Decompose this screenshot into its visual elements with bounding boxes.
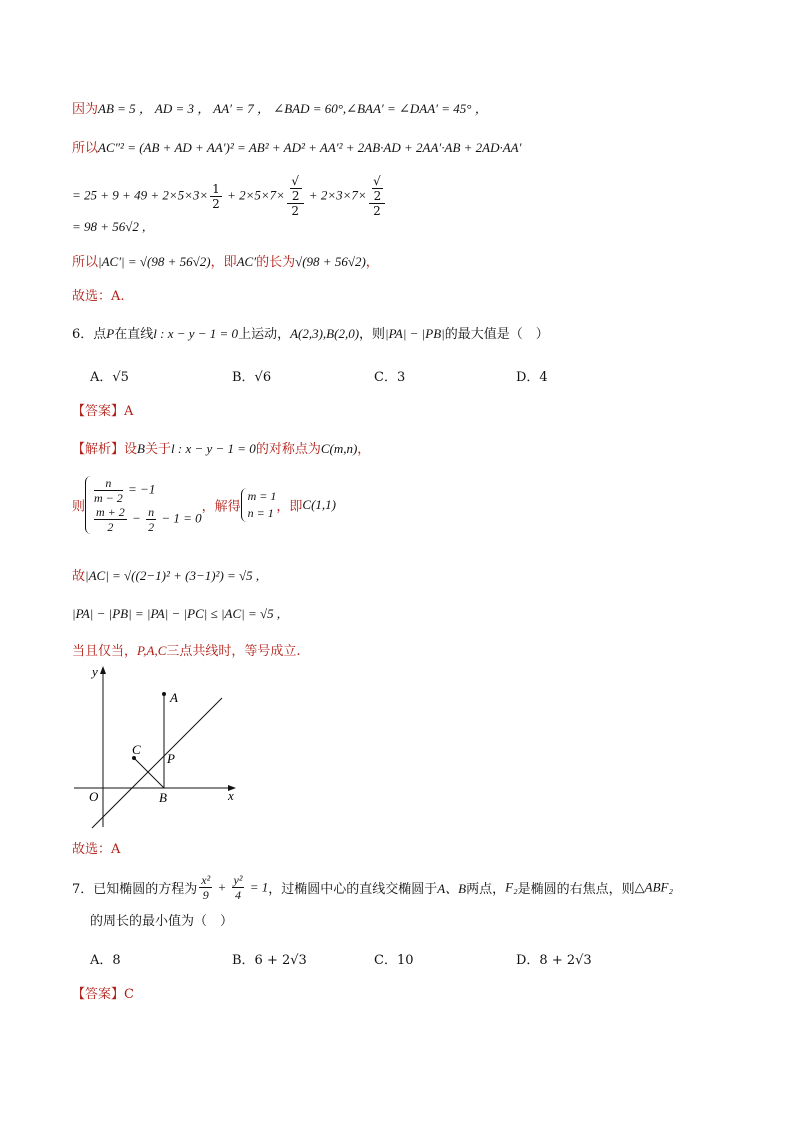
q7-f2: F₂ <box>505 879 518 895</box>
q6-equation-system <box>85 476 202 534</box>
q6-answer-label: 【答案】 <box>72 404 125 419</box>
label-c: C <box>132 742 141 757</box>
segment-bc <box>134 758 164 788</box>
sys1-r2-num1: m + 2 <box>96 505 125 519</box>
sol5-therefore: 所以 <box>72 141 99 156</box>
x-axis-label: x <box>228 788 234 803</box>
q7-option-b: B．6 + 2√3 <box>232 953 307 968</box>
q6-hence: 故 <box>72 569 86 584</box>
label-a: A <box>170 690 178 705</box>
sol5-comma: ， <box>365 255 379 270</box>
q7-stem-d: 是椭圆的右焦点，则 <box>517 882 635 897</box>
q6-analysis-system <box>72 476 336 534</box>
q7-frac1-den: 9 <box>202 888 209 902</box>
q6-a1-b-point: B <box>137 441 145 456</box>
q6-analysis-line1 <box>72 439 370 460</box>
q7-answer-label: 【答案】 <box>72 987 125 1002</box>
q6-stem-b: 在直线 <box>114 327 154 342</box>
q6-a5-a: 当且仅当， <box>72 644 138 659</box>
q6-a1-d: ， <box>357 442 371 457</box>
sol5-numeric-mid1: + 2×5×7× <box>223 187 285 203</box>
sol5-result-line: = 98 + 56√2 , <box>72 219 146 234</box>
q7-answer-value: C <box>124 987 134 1002</box>
q6-ac-expr: |AC| = √((2−1)² + (3−1)²) = √5 , <box>85 568 260 583</box>
q6-a1-c-point: C(m,n) <box>320 441 358 456</box>
coordinate-figure <box>70 662 250 834</box>
q6-analysis-equality <box>72 641 301 662</box>
q6-a1-b: 关于 <box>144 442 171 457</box>
y-axis-label: y <box>92 664 98 679</box>
sol5-given-values: AB = 5 ， AD = 3 ， AA′ = 7 ， ∠BAD = 60°,∠BAA′ = ∠DAA′ = 45° ， <box>98 101 488 116</box>
sol5-numeric-mid2: + 2×3×7× <box>305 187 367 203</box>
sol5-vector-square-expr: AC″² = (AB + AD + AA′)² = AB² + AD² + AA′² + 2AB·AD + 2AA′·AB + 2AD·AA′ <box>98 140 522 155</box>
sys1-r2-rhs: − 1 = 0 <box>158 510 202 526</box>
q7-stem-c: 两点， <box>466 882 506 897</box>
sys1-r2-num2: n <box>148 505 155 519</box>
label-b: B <box>159 790 167 805</box>
sol5-line-length <box>72 252 379 273</box>
sys1-r1-rhs: = −1 <box>124 481 156 497</box>
q7-frac1-num: x² <box>201 873 211 887</box>
q6-analysis-inequality: |PA| − |PB| = |PA| − |PC| ≤ |AC| = √5 , <box>72 606 281 621</box>
q6-answer <box>72 402 133 422</box>
q6-option-b: B．√6 <box>232 370 272 385</box>
q6-a1-c: 的对称点为 <box>255 442 321 457</box>
q7-option-c: C．10 <box>374 953 414 968</box>
sol5-line-square-expansion <box>72 138 521 159</box>
q6-analysis-label: 【解析】 <box>72 442 125 457</box>
sys2-r2: n = 1 <box>247 506 274 520</box>
sol5-because: 因为 <box>72 102 99 117</box>
q6-stem-c: 上运动， <box>238 327 291 342</box>
fraction-root2-over-2: √ 2 2 <box>287 174 304 218</box>
q6-expr: |PA| − |PB| <box>385 326 445 341</box>
q7-frac-x <box>199 873 212 902</box>
q6-a1-line: l : x − y − 1 = 0 <box>171 441 256 456</box>
q7-points-ab: A、B <box>437 881 467 896</box>
q7-plus: + <box>214 879 230 895</box>
q7-stem-b: ，过椭圆中心的直线交椭圆于 <box>268 882 438 897</box>
origin-label: O <box>89 789 99 804</box>
q6-stem-a: 6．点 <box>72 327 107 342</box>
q7-frac2-num: y² <box>233 873 243 887</box>
q6-analysis-ac <box>72 566 259 587</box>
fraction-one-half: $\frac{1}{2}$ <box>212 181 220 211</box>
q6-line-eq: l : x − y − 1 = 0 <box>153 326 239 341</box>
q6-then: 则 <box>72 499 86 515</box>
q6-select: 故选：A <box>72 842 121 857</box>
sol5-ie: ，即 <box>210 255 237 270</box>
sol5-abs-ac: |AC′| = √(98 + 56√2) <box>98 254 211 269</box>
sol5-line-given <box>72 99 488 120</box>
sol5-therefore-2: 所以 <box>72 255 99 270</box>
q7-frac2-den: 4 <box>234 888 241 902</box>
q6-stem-e: 的最大值是（ ） <box>444 327 549 342</box>
q6-option-d: D．4 <box>516 370 548 385</box>
q7-answer <box>72 985 134 1005</box>
q6-stem <box>72 324 549 345</box>
q7-stem-cont: 的周长的最小值为（ ） <box>90 914 234 929</box>
q7-option-a: A．8 <box>90 953 121 968</box>
sys2-r1: m = 1 <box>247 489 277 503</box>
q7-option-d: D．8 + 2√3 <box>516 953 592 968</box>
q6-points: A(2,3),B(2,0) <box>290 326 360 341</box>
q6-a5-points: P,A,C <box>137 643 167 658</box>
sol5-length-of: 的长为 <box>256 255 296 270</box>
q6-point-p: P <box>106 326 115 341</box>
sol5-select: 故选：A. <box>72 289 125 304</box>
q7-triangle: △ABF₂ <box>634 879 673 895</box>
q7-eq1: = 1 <box>246 879 269 895</box>
q6-a1-a: 设 <box>124 442 138 457</box>
sys1-r2-minus: − <box>128 510 145 526</box>
sys1-r1-den: m − 2 <box>94 491 123 505</box>
sys1-r2-den2: 2 <box>148 520 155 534</box>
sol5-line-numeric <box>72 174 387 218</box>
q6-option-a: A．√5 <box>90 370 129 385</box>
q6-a5-b: 三点共线时，等号成立. <box>166 644 301 659</box>
q6-option-c: C．3 <box>374 370 406 385</box>
q6-stem-d: ，则 <box>359 327 386 342</box>
label-p: P <box>167 751 175 766</box>
q6-solve: ，解得 <box>201 499 241 515</box>
sol5-length-value: √(98 + 56√2) <box>295 254 366 269</box>
q7-stem-a: 7．已知椭圆的方程为 <box>72 882 198 897</box>
y-axis-arrow <box>100 666 106 674</box>
q6-answer-value: A <box>124 404 134 419</box>
q6-c-coord: C(1,1) <box>302 497 336 512</box>
q6-ie: ，即 <box>276 499 303 515</box>
sol5-numeric-start: = 25 + 9 + 49 + 2×5×3× <box>72 187 209 203</box>
line-l <box>92 698 222 828</box>
sys1-r2-den1: 2 <box>107 520 114 534</box>
fraction-root2-over-2-second: √ 2 2 <box>369 174 386 218</box>
q7-frac-y <box>232 873 245 902</box>
q6-solution-system <box>241 488 277 522</box>
sys1-r1-num: n <box>94 476 123 491</box>
point-a <box>162 692 166 696</box>
q7-stem <box>72 873 673 902</box>
sol5-var-ac: AC′ <box>236 254 257 269</box>
